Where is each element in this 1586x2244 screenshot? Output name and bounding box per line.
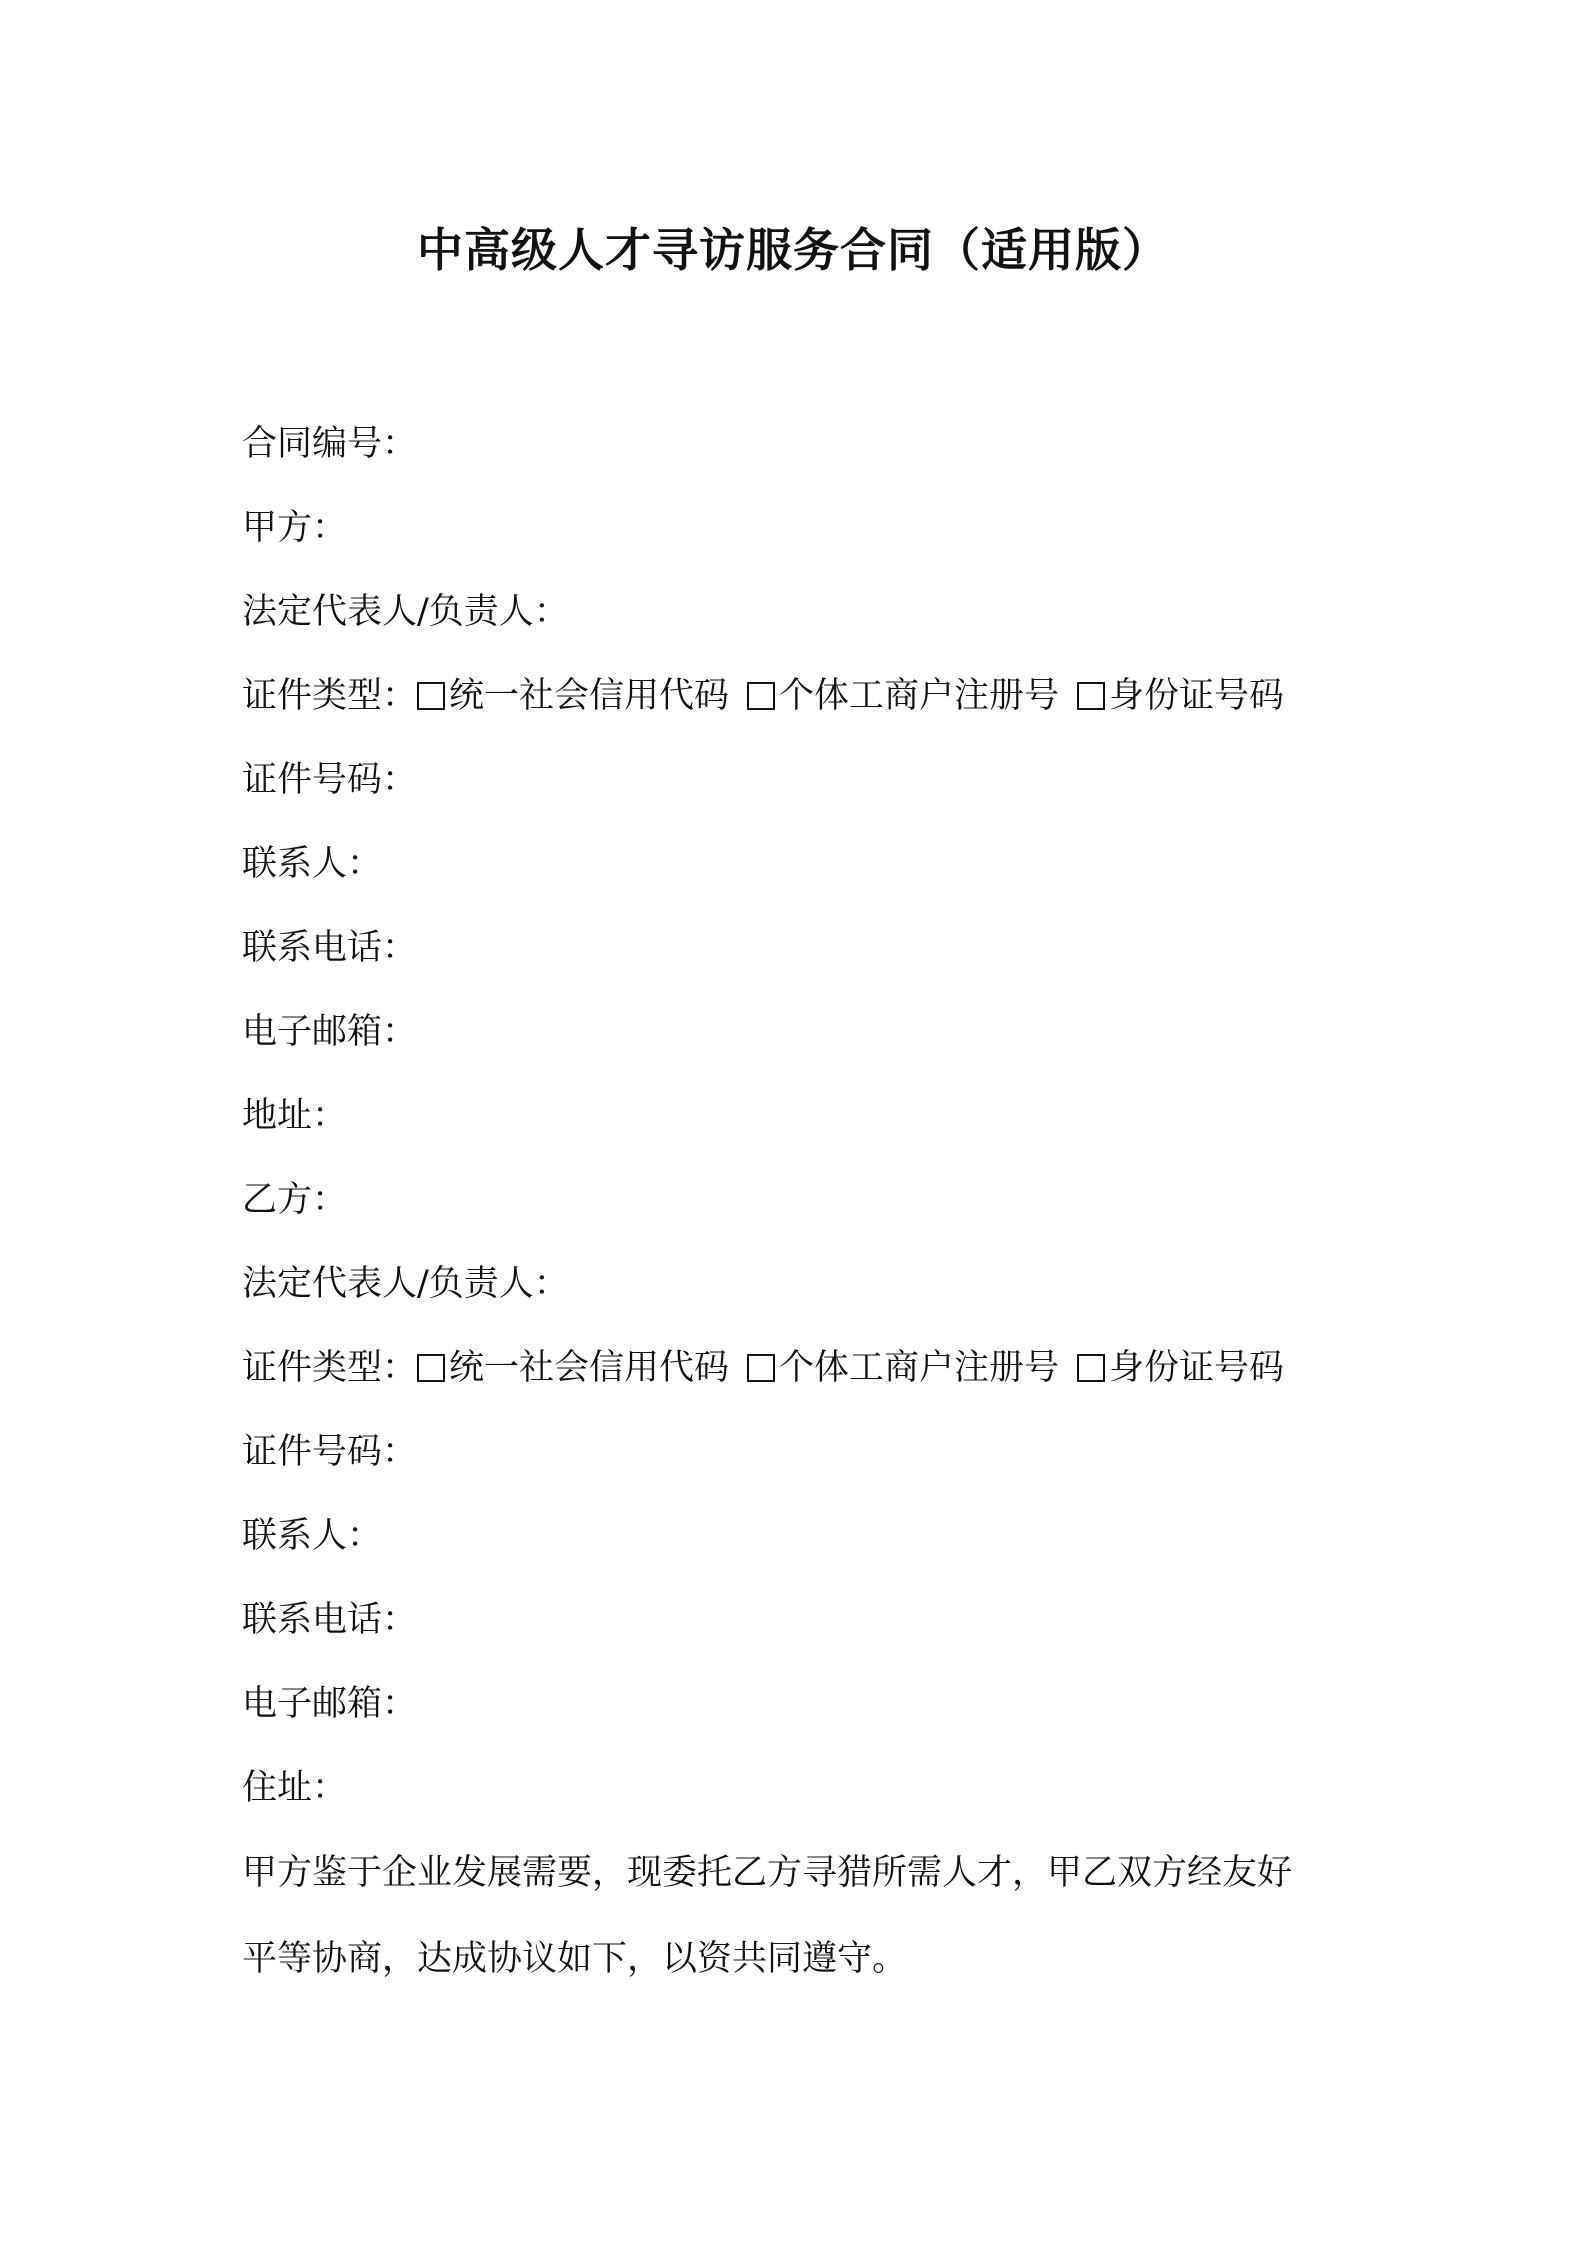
- party-a-phone-field: [242, 906, 1362, 990]
- party-a-id-number-label: 证件号码：: [242, 760, 418, 800]
- contract-number-label: 合同编号：: [242, 424, 418, 464]
- option-label: 个体工商户注册号: [779, 1348, 1060, 1388]
- party-a-email-field: [242, 990, 1362, 1074]
- party-a-option-id-card[interactable]: [1077, 654, 1284, 738]
- party-a-contact-field: [242, 822, 1362, 906]
- party-a-label: 甲方：: [242, 508, 348, 548]
- party-b-option-id-card[interactable]: [1077, 1326, 1284, 1410]
- checkbox-icon[interactable]: [1077, 1354, 1105, 1382]
- party-a-address-field: [242, 1074, 1362, 1158]
- checkbox-icon[interactable]: [417, 682, 445, 710]
- party-b-id-type-label: 证件类型：: [242, 1348, 418, 1388]
- option-label: 统一社会信用代码: [449, 1348, 730, 1388]
- party-b-option-business-reg[interactable]: [747, 1326, 1059, 1410]
- party-a-phone-label: 联系电话：: [242, 928, 418, 968]
- party-b-id-type-field: [242, 1326, 1362, 1410]
- party-b-address-label: 住址：: [242, 1768, 348, 1808]
- party-a-contact-label: 联系人：: [242, 844, 383, 884]
- party-a-email-label: 电子邮箱：: [242, 1012, 418, 1052]
- party-a-option-business-reg[interactable]: [747, 654, 1059, 738]
- option-label: 身份证号码: [1109, 1348, 1285, 1388]
- party-a-field: [242, 486, 1362, 570]
- checkbox-icon[interactable]: [747, 682, 775, 710]
- party-b-field: [242, 1158, 1362, 1242]
- party-a-id-type-label: 证件类型：: [242, 676, 418, 716]
- party-a-address-label: 地址：: [242, 1096, 348, 1136]
- party-a-legal-rep-label: 法定代表人/负责人：: [242, 592, 569, 632]
- checkbox-icon[interactable]: [747, 1354, 775, 1382]
- party-b-phone-field: [242, 1578, 1362, 1662]
- contract-number-field: [242, 402, 1362, 486]
- party-b-id-number-label: 证件号码：: [242, 1432, 418, 1472]
- party-b-option-credit-code[interactable]: [417, 1326, 729, 1410]
- option-label: 个体工商户注册号: [779, 676, 1060, 716]
- intro-line: 甲方鉴于企业发展需要，现委托乙方寻猎所需人才，甲乙双方经友好: [242, 1853, 1293, 1893]
- party-a-id-number-field: [242, 738, 1362, 822]
- intro-paragraph: [242, 1830, 1362, 2002]
- party-a-id-type-field: [242, 654, 1362, 738]
- intro-line: 平等协商，达成协议如下，以资共同遵守。: [242, 1939, 908, 1979]
- party-b-email-field: [242, 1662, 1362, 1746]
- checkbox-icon[interactable]: [417, 1354, 445, 1382]
- contract-title: 中高级人才寻访服务合同（适用版）: [417, 223, 1169, 277]
- party-b-contact-label: 联系人：: [242, 1516, 383, 1556]
- option-label: 统一社会信用代码: [449, 676, 730, 716]
- party-b-legal-rep-label: 法定代表人/负责人：: [242, 1264, 569, 1304]
- option-label: 身份证号码: [1109, 676, 1285, 716]
- checkbox-icon[interactable]: [1077, 682, 1105, 710]
- party-b-phone-label: 联系电话：: [242, 1600, 418, 1640]
- party-b-contact-field: [242, 1494, 1362, 1578]
- party-b-id-number-field: [242, 1410, 1362, 1494]
- party-b-legal-rep-field: [242, 1242, 1362, 1326]
- contract-body: [242, 402, 1362, 2002]
- party-a-option-credit-code[interactable]: [417, 654, 729, 738]
- party-b-email-label: 电子邮箱：: [242, 1684, 418, 1724]
- party-b-label: 乙方：: [242, 1180, 348, 1220]
- party-b-address-field: [242, 1746, 1362, 1830]
- party-a-legal-rep-field: [242, 570, 1362, 654]
